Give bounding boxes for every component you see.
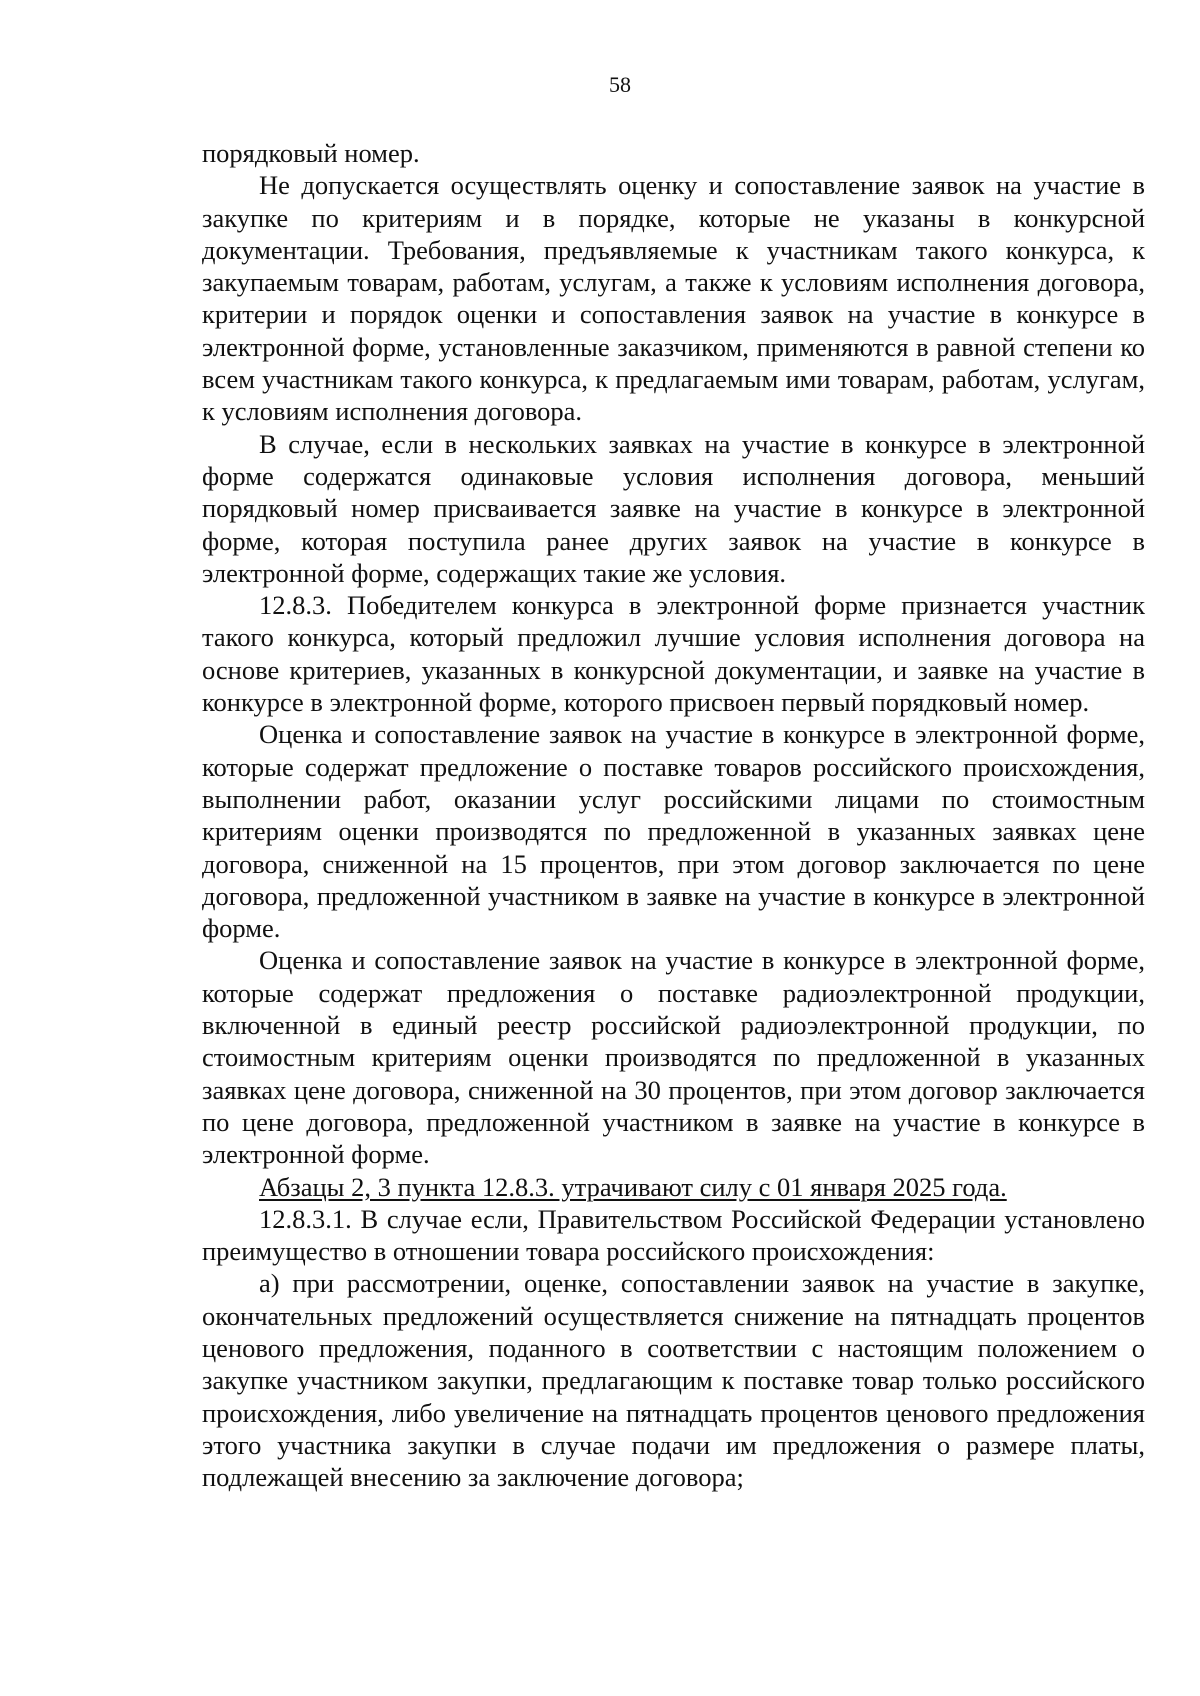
document-body	[202, 137, 1145, 1493]
paragraph-radioelectronic: Оценка и сопоставление заявок на участие в конкурсе в электронной форме, которые содержат предложения о поставке радиоэлектронной продукции, включенной в единый реестр российской радиоэлектронной продукции, по стоимостным критериям оценки производятся по предложенной в указанных заявках цене договора, сниженной на 30 процентов, при этом договор заключается по цене договора, предложенной участником в заявке на участие в конкурсе в электронной форме.	[202, 945, 1145, 1170]
paragraph-12-8-3: 12.8.3. Победителем конкурса в электронной форме признается участник такого конкурса, который предложил лучшие условия исполнения договора на основе критериев, указанных в конкурсной документации, и заявке на участие в конкурсе в электронной форме, которого присвоен первый порядковый номер.	[202, 590, 1145, 718]
paragraph-equal-conditions: В случае, если в нескольких заявках на участие в конкурсе в электронной форме содержатся одинаковые условия исполнения договора, меньший порядковый номер присваивается заявке на участие в конкурсе в электронной форме, которая поступила ранее других заявок на участие в конкурсе в электронной форме, содержащих такие же условия.	[202, 428, 1145, 588]
paragraph-amendment-note	[202, 1171, 1145, 1203]
paragraph-12-8-3-1: 12.8.3.1. В случае если, Правительством Российской Федерации установлено преимущество в отношении товара российского происхождения:	[202, 1203, 1145, 1267]
paragraph-russian-origin: Оценка и сопоставление заявок на участие в конкурсе в электронной форме, которые содержат предложение о поставке товаров российского происхождения, выполнении работ, оказании услуг российскими лицами по стоимостным критериям оценки производятся по предложенной в указанных заявках цене договора, сниженной на 15 процентов, при этом договор заключается по цене договора, предложенной участником в заявке на участие в конкурсе в электронной форме.	[202, 719, 1145, 944]
paragraph-item-a: а) при рассмотрении, оценке, сопоставлении заявок на участие в закупке, окончательных предложений осуществляется снижение на пятнадцать процентов ценового предложения, поданного в соответствии с настоящим положением о закупке участником закупки, предлагающим к поставке товар только российского происхождения, либо увеличение на пятнадцать процентов ценового предложения этого участника закупки в случае подачи им предложения о размере платы, подлежащей внесению за заключение договора;	[202, 1268, 1145, 1493]
paragraph-continuation: порядковый номер.	[202, 138, 420, 168]
page-number: 58	[609, 72, 631, 97]
paragraph-evaluation-rules: Не допускается осуществлять оценку и сопоставление заявок на участие в закупке по критериям и в порядке, которые не указаны в конкурсной документации. Требования, предъявляемые к участникам такого конкурса, к закупаемым товарам, работам, услугам, а также к условиям исполнения договора, критерии и порядок оценки и сопоставления заявок на участие в конкурсе в электронной форме, установленные заказчиком, применяются в равной степени ко всем участникам такого конкурса, к предлагаемым ими товарам, работам, услугам, к условиям исполнения договора.	[202, 170, 1145, 427]
amendment-note-text: Абзацы 2, 3 пункта 12.8.3. утрачивают силу с 01 января 2025 года.	[259, 1171, 1007, 1202]
